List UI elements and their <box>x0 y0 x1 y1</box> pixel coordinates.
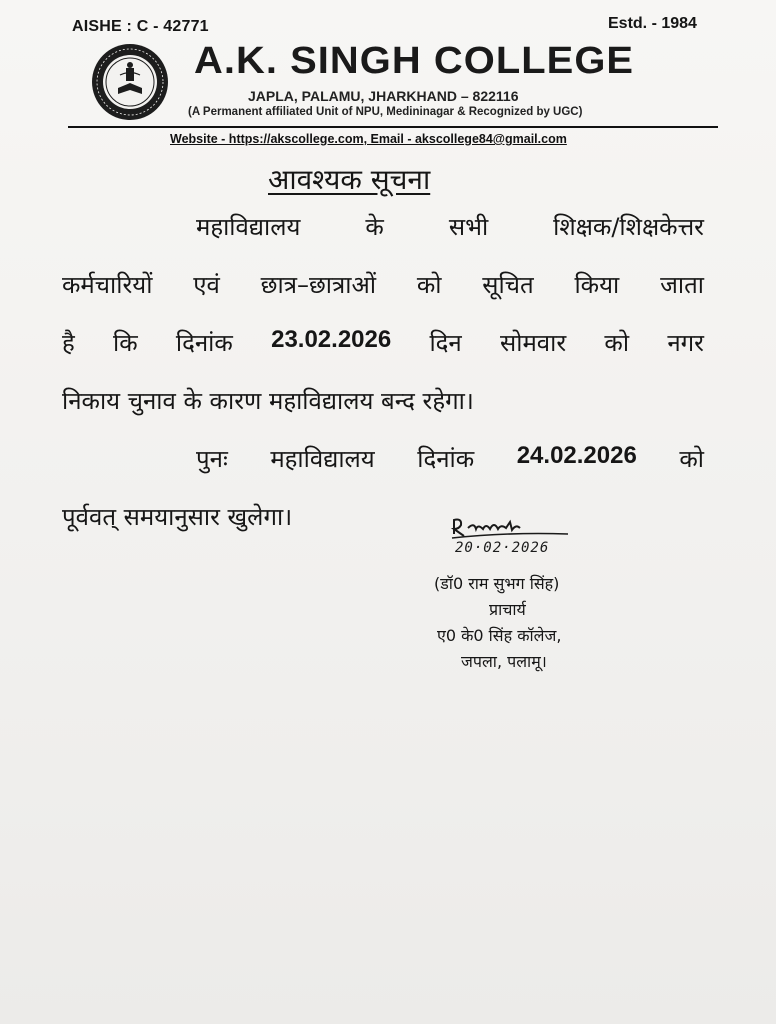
notice-line-4: निकाय चुनाव के कारण महाविद्यालय बन्द रहेगा। <box>62 387 474 415</box>
college-address: JAPLA, PALAMU, JHARKHAND – 822116 <box>248 88 519 104</box>
word: पुनः <box>196 445 228 473</box>
word: छात्र–छात्राओं <box>260 271 376 299</box>
word: सोमवार <box>500 329 567 357</box>
word: दिन <box>429 329 462 357</box>
closure-date: 23.02.2026 <box>271 326 392 353</box>
notice-line-1 <box>196 210 704 243</box>
word: नगर <box>667 329 704 357</box>
signature-date: 20·02·2026 <box>455 540 550 556</box>
reopening-date: 24.02.2026 <box>516 442 637 469</box>
principal-name: (डॉ0 राम सुभग सिंह) <box>434 574 560 593</box>
notice-title: आवश्यक सूचना <box>268 163 431 196</box>
word: कर्मचारियों <box>62 271 153 299</box>
notice-line-5 <box>196 442 704 475</box>
signatory-place: जपला, पलामू। <box>461 652 547 671</box>
word: कि <box>113 329 138 357</box>
word: दिनांक <box>417 445 475 473</box>
notice-line-2 <box>62 268 704 301</box>
word: सभी <box>448 213 489 241</box>
word: महाविद्यालय <box>270 445 375 473</box>
word: शिक्षक/शिक्षकेत्तर <box>553 213 704 241</box>
college-logo-icon <box>90 42 170 122</box>
word: महाविद्यालय <box>196 213 301 241</box>
college-affiliation: (A Permanent affiliated Unit of NPU, Medininagar & Recognized by UGC) <box>188 106 583 118</box>
principal-designation: प्राचार्य <box>489 600 526 619</box>
established-year: Estd. - 1984 <box>608 15 697 32</box>
aishe-code: AISHE : C - 42771 <box>72 18 209 35</box>
website-email-line: Website - https://akscollege.com, Email - akscollege84@gmail.com <box>170 132 567 146</box>
word: किया <box>574 271 620 299</box>
header-divider <box>68 126 718 128</box>
word: जाता <box>660 271 704 299</box>
word: को <box>416 271 442 299</box>
word: सूचित <box>482 271 534 299</box>
word: को <box>679 445 704 473</box>
college-name: A.K. SINGH COLLEGE <box>194 40 635 82</box>
word: दिनांक <box>175 329 233 357</box>
notice-line-6: पूर्ववत् समयानुसार खुलेगा। <box>62 503 293 531</box>
notice-line-3 <box>62 326 704 359</box>
word: एवं <box>193 271 220 299</box>
word: है <box>62 329 75 357</box>
word: को <box>604 329 630 357</box>
signatory-institution: ए0 के0 सिंह कॉलेज, <box>437 626 562 645</box>
word: के <box>365 213 384 241</box>
